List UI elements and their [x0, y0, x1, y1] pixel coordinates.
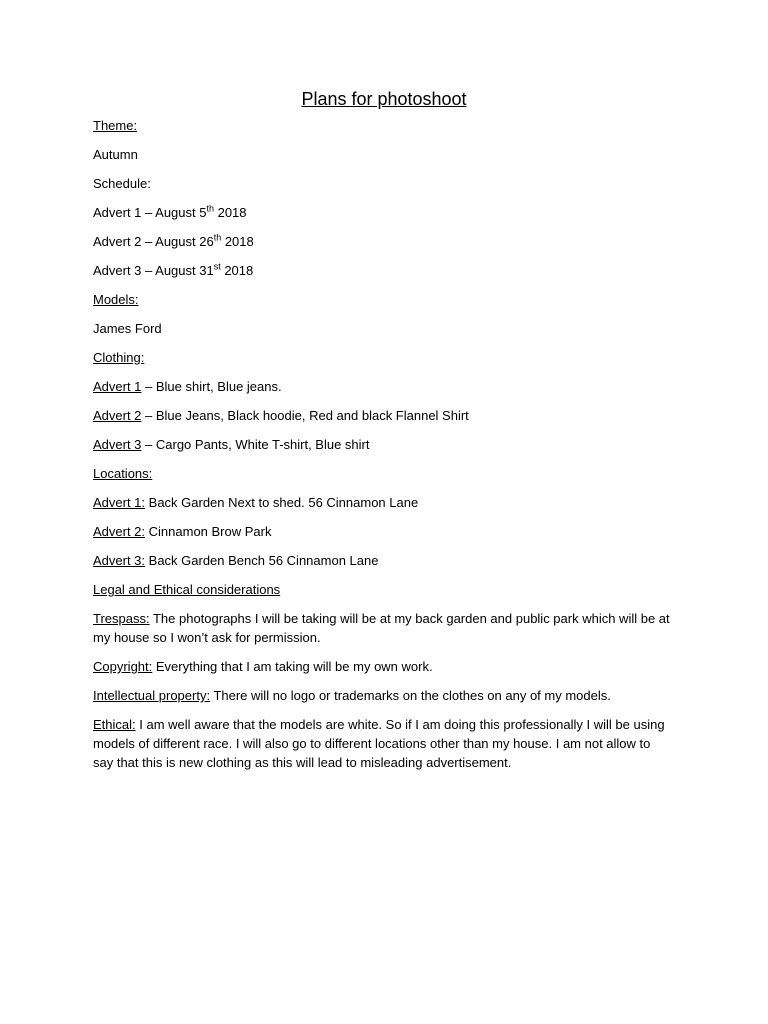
- document-title: Plans for photoshoot: [301, 89, 467, 109]
- intellectual-property-paragraph: [93, 686, 673, 705]
- clothing-label: Clothing:: [93, 350, 145, 365]
- schedule-item-text: Advert 1 – August 5: [93, 205, 207, 220]
- locations-label: Locations:: [93, 466, 153, 481]
- location-item-text: Back Garden Bench 56 Cinnamon Lane: [145, 553, 379, 568]
- schedule-item-year: 2018: [221, 234, 254, 249]
- copyright-paragraph: [93, 657, 673, 676]
- schedule-heading: Schedule:: [93, 176, 151, 191]
- location-item-text: Cinnamon Brow Park: [145, 524, 272, 539]
- schedule-item-year: 2018: [220, 263, 254, 278]
- schedule-item-sup: th: [213, 232, 222, 243]
- schedule-item-year: 2018: [213, 205, 247, 220]
- schedule-item-sup: th: [206, 203, 214, 214]
- trespass-label: Trespass:: [93, 611, 150, 626]
- schedule-item-sup: st: [213, 261, 221, 272]
- title-container: [93, 86, 675, 112]
- location-item-text: Back Garden Next to shed. 56 Cinnamon Lane: [145, 495, 419, 510]
- clothing-item-text: – Blue shirt, Blue jeans.: [141, 379, 282, 394]
- schedule-item-3: [93, 261, 673, 280]
- clothing-item-label: Advert 3: [93, 437, 142, 452]
- trespass-text: The photographs I will be taking will be at my back garden and public park which will be at my house so I won’t ask for permission.: [93, 611, 670, 645]
- clothing-item-label: Advert 1: [93, 379, 142, 394]
- legal-heading: [93, 580, 673, 599]
- clothing-item-3: [93, 435, 673, 454]
- clothing-heading: [93, 348, 673, 367]
- ethical-text: I am well aware that the models are white. So if I am doing this professionally I will be using models of different race. I will also go to different locations other than my house. I am not allow to say that this is new clothing as this will lead to misleading advertisement.: [93, 717, 665, 770]
- location-item-label: Advert 3:: [93, 553, 146, 568]
- document-body: [93, 86, 673, 782]
- theme-value: Autumn: [93, 147, 138, 162]
- clothing-item-text: – Cargo Pants, White T-shirt, Blue shirt: [141, 437, 370, 452]
- locations-heading: [93, 464, 673, 483]
- trespass-paragraph: [93, 609, 673, 647]
- location-item-label: Advert 1:: [93, 495, 146, 510]
- location-item-2: [93, 522, 673, 541]
- intellectual-property-label: Intellectual property:: [93, 688, 211, 703]
- ethical-paragraph: [93, 715, 673, 772]
- schedule-item-text: Advert 3 – August 31: [93, 263, 214, 278]
- theme-heading: [93, 116, 673, 135]
- clothing-item-1: [93, 377, 673, 396]
- intellectual-property-text: There will no logo or trademarks on the clothes on any of my models.: [210, 688, 611, 703]
- copyright-text: Everything that I am taking will be my own work.: [152, 659, 433, 674]
- legal-heading-label: Legal and Ethical considerations: [93, 582, 281, 597]
- location-item-1: [93, 493, 673, 512]
- models-heading: [93, 290, 673, 309]
- clothing-item-text: – Blue Jeans, Black hoodie, Red and black Flannel Shirt: [141, 408, 469, 423]
- location-item-3: [93, 551, 673, 570]
- models-value: James Ford: [93, 321, 162, 336]
- schedule-item-1: [93, 203, 673, 222]
- location-item-label: Advert 2:: [93, 524, 146, 539]
- clothing-item-2: [93, 406, 673, 425]
- theme-label: Theme:: [93, 118, 138, 133]
- schedule-item-2: [93, 232, 673, 251]
- ethical-label: Ethical:: [93, 717, 136, 732]
- clothing-item-label: Advert 2: [93, 408, 142, 423]
- schedule-item-text: Advert 2 – August 26: [93, 234, 214, 249]
- copyright-label: Copyright:: [93, 659, 153, 674]
- models-label: Models:: [93, 292, 139, 307]
